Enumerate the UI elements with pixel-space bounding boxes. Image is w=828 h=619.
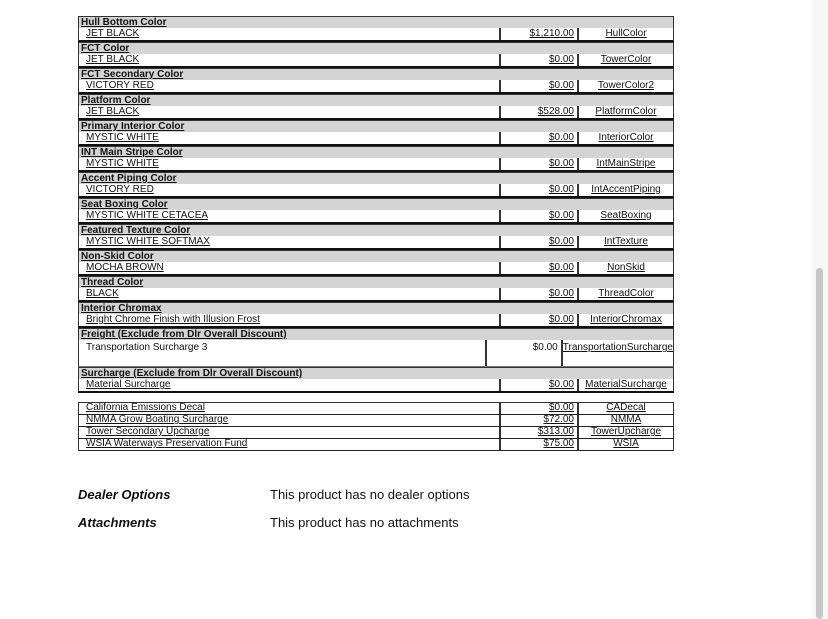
option-row <box>78 54 674 68</box>
charge-name: California Emissions Decal <box>86 402 205 413</box>
option-price: $0.00 <box>548 132 574 143</box>
charge-price: $0.00 <box>548 402 574 413</box>
option-price: $0.00 <box>548 379 574 390</box>
option-section-header: Surcharge (Exclude from Dlr Overall Discount) <box>78 367 674 379</box>
option-name: JET BLACK <box>86 106 140 117</box>
option-price: $0.00 <box>548 236 574 247</box>
option-row <box>78 288 674 302</box>
option-name: MYSTIC WHITE CETACEA <box>86 210 209 221</box>
charge-price: $313.00 <box>537 426 574 437</box>
option-name: VICTORY RED <box>86 184 154 195</box>
option-price: $0.00 <box>548 184 574 195</box>
option-name: JET BLACK <box>86 28 140 39</box>
charge-code: NMMA <box>577 415 673 426</box>
attachments-label: Attachments <box>78 515 157 530</box>
option-name: Material Surcharge <box>86 379 171 390</box>
option-section-header: FCT Color <box>78 42 674 54</box>
option-code: TransportationSurcharge <box>561 340 673 366</box>
charge-price: $75.00 <box>543 438 574 449</box>
option-price: $0.00 <box>548 54 574 65</box>
option-name: BLACK <box>86 288 119 299</box>
option-price: $0.00 <box>532 342 558 353</box>
vertical-scrollbar[interactable] <box>812 0 828 619</box>
option-row <box>78 132 674 146</box>
option-section-header: Platform Color <box>78 94 674 106</box>
option-code: InteriorColor <box>577 132 673 144</box>
option-code: MaterialSurcharge <box>577 379 673 391</box>
option-section-header: Primary Interior Color <box>78 120 674 132</box>
option-section-header: INT Main Stripe Color <box>78 146 674 158</box>
option-section-header: Accent Piping Color <box>78 172 674 184</box>
option-code: TowerColor <box>577 54 673 66</box>
option-section-header: Featured Texture Color <box>78 224 674 236</box>
option-name: MOCHA BROWN <box>86 262 164 273</box>
option-code: IntTexture <box>577 236 673 248</box>
option-name: MYSTIC WHITE SOFTMAX <box>86 236 210 247</box>
option-price: $0.00 <box>548 210 574 221</box>
option-code: PlatformColor <box>577 106 673 118</box>
option-name: Bright Chrome Finish with Illusion Frost <box>86 314 260 325</box>
option-section-header: Hull Bottom Color <box>78 16 674 28</box>
option-code: NonSkid <box>577 262 673 274</box>
option-row <box>78 106 674 120</box>
option-code: SeatBoxing <box>577 210 673 222</box>
option-code: InteriorChromax <box>577 314 673 326</box>
charge-row <box>79 439 673 451</box>
option-name: VICTORY RED <box>86 80 154 91</box>
option-name: Transportation Surcharge 3 <box>86 342 208 353</box>
option-price: $0.00 <box>548 314 574 325</box>
option-row <box>78 80 674 94</box>
option-section-header: FCT Secondary Color <box>78 68 674 80</box>
option-section-header: Seat Boxing Color <box>78 198 674 210</box>
option-section-header: Non-Skid Color <box>78 250 674 262</box>
option-name: MYSTIC WHITE <box>86 158 159 169</box>
charge-price: $72.00 <box>543 414 574 425</box>
option-row <box>78 28 674 42</box>
charge-name: NMMA Grow Boating Surcharge <box>86 414 229 425</box>
option-row <box>78 184 674 198</box>
option-row <box>78 262 674 276</box>
charge-name: Tower Secondary Upcharge <box>86 426 210 437</box>
option-row <box>78 379 674 393</box>
option-row <box>78 314 674 328</box>
option-row <box>78 340 674 367</box>
option-code: IntMainStripe <box>577 158 673 170</box>
option-code: IntAccentPiping <box>577 184 673 196</box>
option-price: $0.00 <box>548 262 574 273</box>
options-table <box>78 16 674 451</box>
option-row <box>78 158 674 172</box>
option-name: JET BLACK <box>86 54 140 65</box>
charge-code: TowerUpcharge <box>577 427 673 438</box>
option-code: ThreadColor <box>577 288 673 300</box>
option-price: $528.00 <box>537 106 574 117</box>
scrollbar-thumb[interactable] <box>816 268 823 619</box>
option-section-header: Interior Chromax <box>78 302 674 314</box>
option-section-header: Freight (Exclude from Dlr Overall Discount) <box>78 328 674 340</box>
misc-charges-table <box>78 402 674 451</box>
option-price: $1,210.00 <box>529 28 574 39</box>
dealer-options-label: Dealer Options <box>78 487 171 502</box>
option-price: $0.00 <box>548 158 574 169</box>
charge-code: CADecal <box>577 403 673 414</box>
attachments-value: This product has no attachments <box>270 515 459 530</box>
option-row <box>78 236 674 250</box>
option-code: TowerColor2 <box>577 80 673 92</box>
charge-code: WSIA <box>577 439 673 450</box>
charge-name: WSIA Waterways Preservation Fund <box>86 438 248 449</box>
option-price: $0.00 <box>548 80 574 91</box>
option-price: $0.00 <box>548 288 574 299</box>
dealer-options-value: This product has no dealer options <box>270 487 470 502</box>
option-row <box>78 210 674 224</box>
option-code: HullColor <box>577 28 673 40</box>
option-name: MYSTIC WHITE <box>86 132 159 143</box>
option-section-header: Thread Color <box>78 276 674 288</box>
